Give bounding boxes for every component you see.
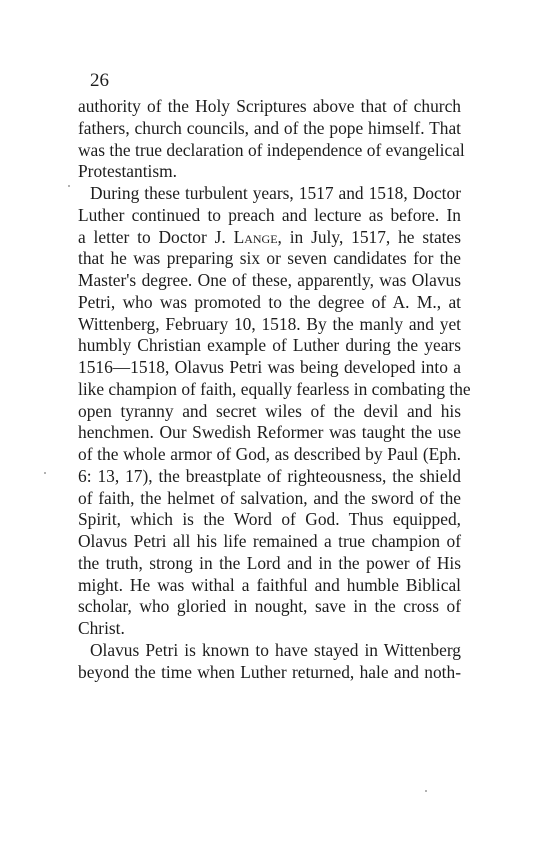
text-line: humbly Christian example of Luther during the years [78, 335, 461, 356]
text-line: Spirit, which is the Word of God. Thus equipped, [78, 509, 461, 530]
body-text [78, 96, 471, 683]
scan-speck [68, 185, 70, 187]
text-line: Wittenberg, February 10, 1518. By the manly and yet [78, 313, 461, 334]
text-line: Petri, who was promoted to the degree of A. M., at [78, 291, 461, 312]
text-line: like champion of faith, equally fearless in combating the [78, 378, 471, 399]
text-line: Olavus Petri all his life remained a true champion of [78, 531, 461, 551]
text-line: that he was preparing six or seven candidates for the [78, 248, 461, 269]
text-line: henchmen. Our Swedish Reformer was taught the use [78, 422, 461, 443]
paragraph-start-line: During these turbulent years, 1517 and 1518, Doctor [90, 183, 461, 203]
text-span: a letter to Doctor J. [78, 226, 234, 247]
text-line: Christ. [78, 618, 125, 638]
text-line: 1516—1518, Olavus Petri was being developed into a [78, 357, 461, 377]
scan-speck [44, 472, 46, 474]
text-line: beyond the time when Luther returned, hale and noth- [78, 661, 461, 682]
text-line: of faith, the helmet of salvation, and the sword of the [78, 487, 461, 508]
page-number: 26 [90, 70, 109, 91]
text-line: might. He was withal a faithful and humble Biblical [78, 574, 461, 595]
text-line: scholar, who gloried in nought, save in the cross of [78, 596, 461, 617]
text-line: fathers, church councils, and of the pope himself. That [78, 117, 461, 138]
scan-speck [425, 790, 427, 792]
text-span: , in July, 1517, he states [277, 226, 461, 247]
text-line: was the true declaration of independence of evangelical [78, 139, 465, 160]
text-line: Luther continued to preach and lecture as before. In [78, 204, 461, 225]
text-line: Protestantism. [78, 161, 178, 182]
text-line: of the whole armor of God, as described by Paul (Eph. [78, 444, 461, 464]
text-line: the truth, strong in the Lord and in the power of His [78, 552, 461, 573]
text-line: Master's degree. One of these, apparently, was Olavus [78, 270, 461, 290]
text-line [78, 227, 461, 249]
text-line: authority of the Holy Scriptures above that of church [78, 96, 461, 116]
paragraph-start-line: Olavus Petri is known to have stayed in Wittenberg [90, 639, 461, 660]
text-line: open tyranny and secret wiles of the devil and his [78, 400, 461, 421]
small-caps-name: Lange [233, 226, 278, 247]
text-line: 6: 13, 17), the breastplate of righteousness, the shield [78, 465, 461, 486]
